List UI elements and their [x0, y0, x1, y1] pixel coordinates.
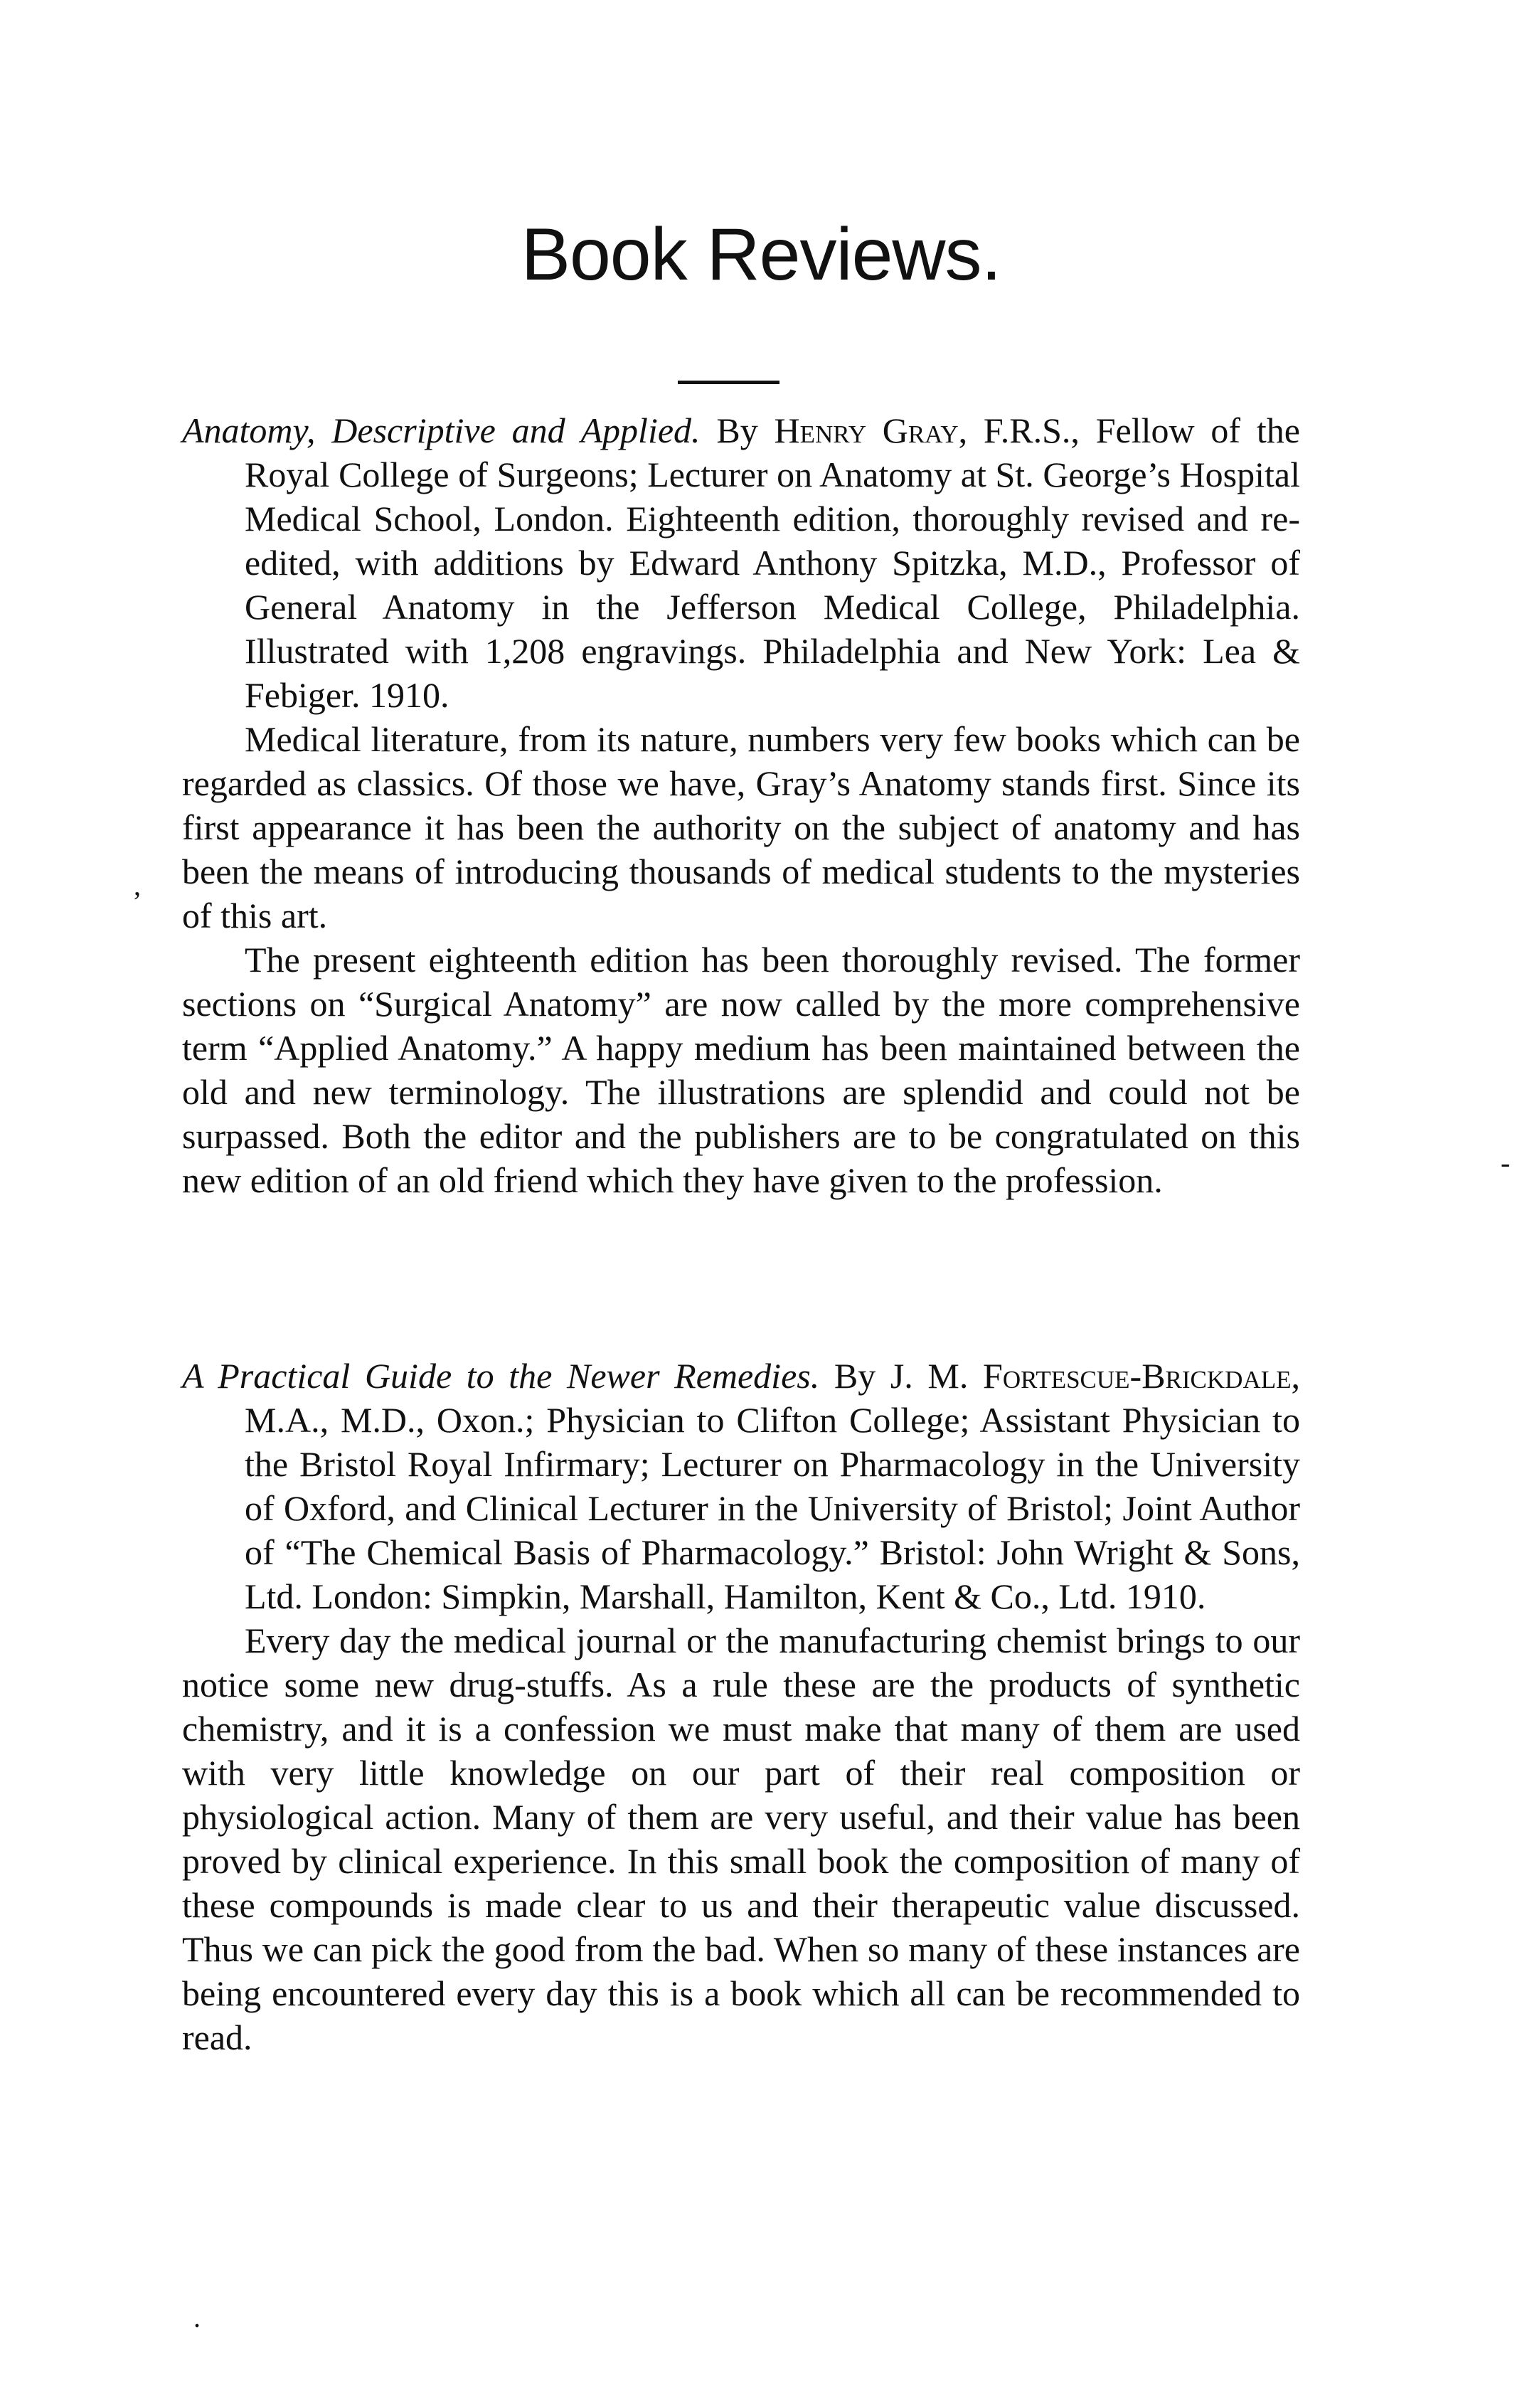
book-details: , M.A., M.D., Oxon.; Physician to Clifton College; Assistant Physician to the Bristol Royal Infirmary; Lecturer on Pharmacology in the University of Oxford, and Clinical Lecturer in the University of Bristol; Joint Author of “The Chemical Basis of Pharmacology.” Bristol: John Wright & Sons, Ltd. London: Simpkin, Marshall, Hamilton, Kent & Co., Ltd. 1910.: [245, 1356, 1300, 1616]
review-paragraph: Every day the medical journal or the manufacturing chemist brings to our notice some new drug-stuffs. As a rule these are the products of synthetic chemistry, and it is a confession we must make that many of them are used with very little knowledge on our part of their real composition or physiological action. Many of them are very useful, and their value has been proved by clinical experience. In this small book the composition of many of these compounds is made clear to us and their therapeutic value discussed. Thus we can pick the good from the bad. When so many of these instances are being encountered every day this is a book which all can be recommended to read.: [182, 1621, 1300, 2057]
scan-speck: -: [1501, 1147, 1511, 1179]
author-name: Henry Gray: [774, 410, 959, 450]
review-citation: [182, 1354, 1300, 1618]
by-text: By: [700, 410, 775, 450]
book-title: A Practical Guide to the Newer Remedies.: [182, 1356, 820, 1396]
scan-speck: .: [193, 2301, 201, 2333]
review-citation: [182, 408, 1300, 717]
book-details: , F.R.S., Fellow of the Royal College of Surgeons; Lecturer on Anatomy at St. George’s Hospital Medical School, London. Eighteenth edition, thoroughly revised and re-edited, with additions by Edward Anthony Spitzka, M.D., Professor of General Anatomy in the Jefferson Medical College, Philadelphia. Illustrated with 1,208 engravings. Philadelphia and New York: Lea & Febiger. 1910.: [245, 410, 1300, 715]
book-title: Anatomy, Descriptive and Applied.: [182, 410, 701, 450]
page-title: Book Reviews.: [521, 213, 1001, 296]
scan-speck: ,: [134, 869, 141, 901]
review-newer-remedies: [182, 1354, 1300, 2059]
review-gray-anatomy: [182, 408, 1300, 1202]
by-text: By: [819, 1356, 890, 1396]
author-name: J. M. Fortescue-Brickdale: [890, 1356, 1292, 1396]
review-paragraph: Medical literature, from its nature, numbers very few books which can be regarded as classics. Of those we have, Gray’s Anatomy stands first. Since its first appearance it has been the authority on the subject of anatomy and has been the means of introducing thousands of medical students to the mysteries of this art.: [182, 719, 1300, 935]
title-divider: [678, 381, 779, 384]
review-paragraph: The present eighteenth edition has been thoroughly revised. The former sections on “Surgical Anatomy” are now called by the more comprehensive term “Applied Anatomy.” A happy medium has been maintained between the old and new terminology. The illustrations are splendid and could not be surpassed. Both the editor and the publishers are to be congratulated on this new edition of an old friend which they have given to the profession.: [182, 940, 1300, 1200]
